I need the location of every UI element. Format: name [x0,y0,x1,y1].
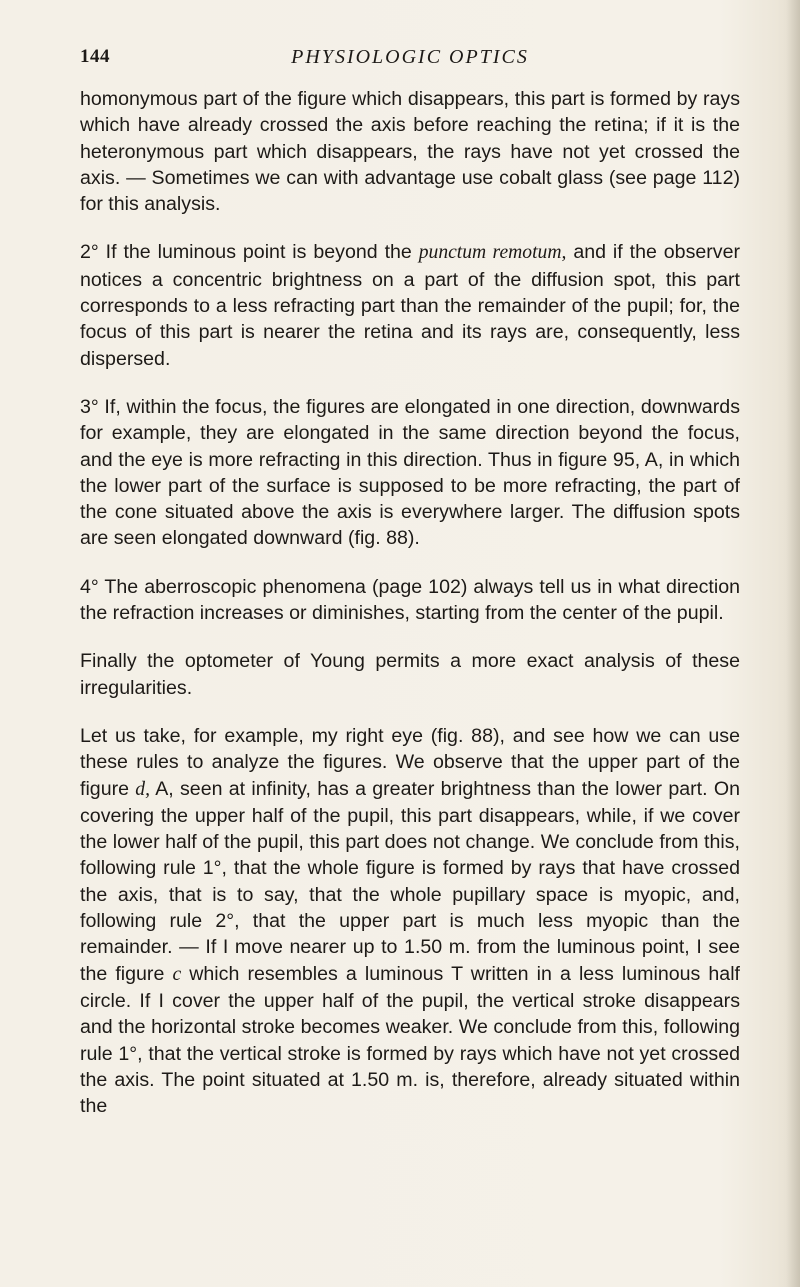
page-edge-shadow [786,0,800,1287]
paragraph-6-italic-2: c [172,963,182,985]
running-title: PHYSIOLOGIC OPTICS [291,46,529,68]
paragraph-6-italic-1: d, [135,778,150,800]
paragraph-2-italic: punctum remotum, [418,242,567,264]
page-number: 144 [80,46,110,67]
paragraph-2-part-1: 2° If the luminous point is beyond the [80,241,419,264]
paragraph-6 [80,723,740,1119]
paragraph-4: 4° The aberroscopic phenomena (page 102) always tell us in what direction the refraction increases or diminishes, starting from the center of the pupil. [80,575,740,625]
paragraph-6-part-2: A, seen at infinity, has a greater brightness than the lower part. On covering the upper half of the pupil, this part disappears, while, if we cover the lower half of the pupil, this part does not change. We conclude from this, following rule 1°, that the whole figure is formed by rays that have crossed the axis, that is to say, that the whole pupillary space is myopic, and, following rule 2°, that the upper part is much less myopic than the remainder. — If I move nearer up to 1.50 m. from the luminous point, I see the figure [80,777,740,985]
paragraph-3: 3° If, within the focus, the figures are elongated in one direction, downwards for example, they are elongated in the same direction beyond the focus, and the eye is more refracting in this direction. Thus in figure 95, A, in which the lower part of the surface is supposed to be more refracting, the part of the cone situated above the axis is everywhere larger. The diffusion spots are seen elongated downward (fig. 88). [80,395,740,550]
page-header [80,46,740,76]
paragraph-1: homonymous part of the figure which disappears, this part is formed by rays which have already crossed the axis before reaching the retina; if it is the heteronymous part which disappears, the rays have not yet crossed the axis. — Sometimes we can with advantage use cobalt glass (see page 112) for this analysis. [80,88,740,216]
paragraph-6-part-3: which resembles a luminous T written in a less luminous half circle. If I cover the upper half of the pupil, the vertical stroke disappears and the horizontal stroke becomes weaker. We conclude from this, following rule 1°, that the vertical stroke is formed by rays which have not yet crossed the axis. The point situated at 1.50 m. is, therefore, already situated within the [80,962,740,1118]
body-text [80,86,740,1141]
paragraph-2 [80,239,740,371]
paragraph-6-part-1: Let us take, for example, my right eye (fig. 88), and see how we can use these rules to analyze the figures. We observe that the upper part of the figure [80,724,740,800]
paragraph-2-part-2: and if the observer notices a concentric brightness on a part of the diffusion spot, this part corresponds to a less refracting part than the remainder of the pupil; for, the focus of this part is nearer the retina and its rays are, consequently, less dispersed. [80,241,741,370]
paragraph-5: Finally the optometer of Young permits a more exact analysis of these irregularities. [80,650,740,699]
